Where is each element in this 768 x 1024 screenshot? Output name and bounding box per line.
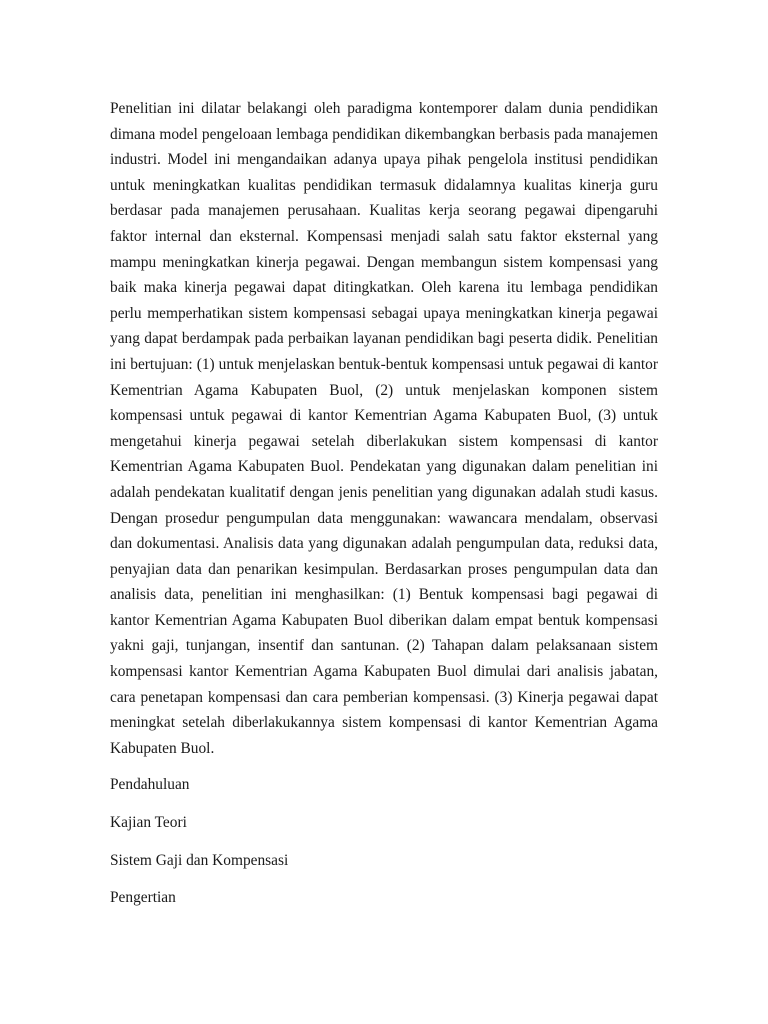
- heading-kajian-teori: Kajian Teori: [110, 814, 187, 832]
- heading-pendahuluan: Pendahuluan: [110, 776, 190, 794]
- heading-pengertian: Pengertian: [110, 889, 176, 907]
- heading-sistem-gaji: Sistem Gaji dan Kompensasi: [110, 851, 289, 869]
- abstract-paragraph: Penelitian ini dilatar belakangi oleh paradigma kontemporer dalam dunia pendidikan dimana model pengeloaan lembaga pendidikan dikembangkan berbasis pada manajemen industri. Model ini mengandaikan adanya upaya pihak pengelola institusi pendidikan untuk meningkatkan kualitas pendidikan termasuk didalamnya kualitas kinerja guru berdasar pada manajemen perusahaan. Kualitas kerja seorang pegawai dipengaruhi faktor internal dan eksternal. Kompensasi menjadi salah satu faktor eksternal yang mampu meningkatkan kinerja pegawai. Dengan membangun sistem kompensasi yang baik maka kinerja pegawai dapat ditingkatkan. Oleh karena itu lembaga pendidikan perlu memperhatikan sistem kompensasi sebagai upaya meningkatkan kinerja pegawai yang dapat berdampak pada perbaikan layanan pendidikan bagi peserta didik. Penelitian ini bertujuan: (1) untuk menjelaskan bentuk-bentuk kompensasi untuk pegawai di kantor Kementrian Agama Kabupaten Buol, (2) untuk menjelaskan komponen sistem kompensasi untuk pegawai di kantor Kementrian Agama Kabupaten Buol, (3) untuk mengetahui kinerja pegawai setelah diberlakukan sistem kompensasi di kantor Kementrian Agama Kabupaten Buol. Pendekatan yang digunakan dalam penelitian ini adalah pendekatan kualitatif dengan jenis penelitian yang digunakan adalah studi kasus. Dengan prosedur pengumpulan data menggunakan: wawancara mendalam, observasi dan dokumentasi. Analisis data yang digunakan adalah pengumpulan data, reduksi data, penyajian data dan penarikan kesimpulan. Berdasarkan proses pengumpulan data dan analisis data, penelitian ini menghasilkan: (1) Bentuk kompensasi bagi pegawai di kantor Kementrian Agama Kabupaten Buol diberikan dalam empat bentuk kompensasi yakni gaji, tunjangan, insentif dan santunan. (2) Tahapan dalam pelaksanaan sistem kompensasi kantor Kementrian Agama Kabupaten Buol dimulai dari analisis jabatan, cara penetapan kompensasi dan cara pemberian kompensasi. (3) Kinerja pegawai dapat meningkat setelah diberlakukannya sistem kompensasi di kantor Kementrian Agama Kabupaten Buol.: [110, 100, 658, 757]
- document-page: [110, 96, 658, 911]
